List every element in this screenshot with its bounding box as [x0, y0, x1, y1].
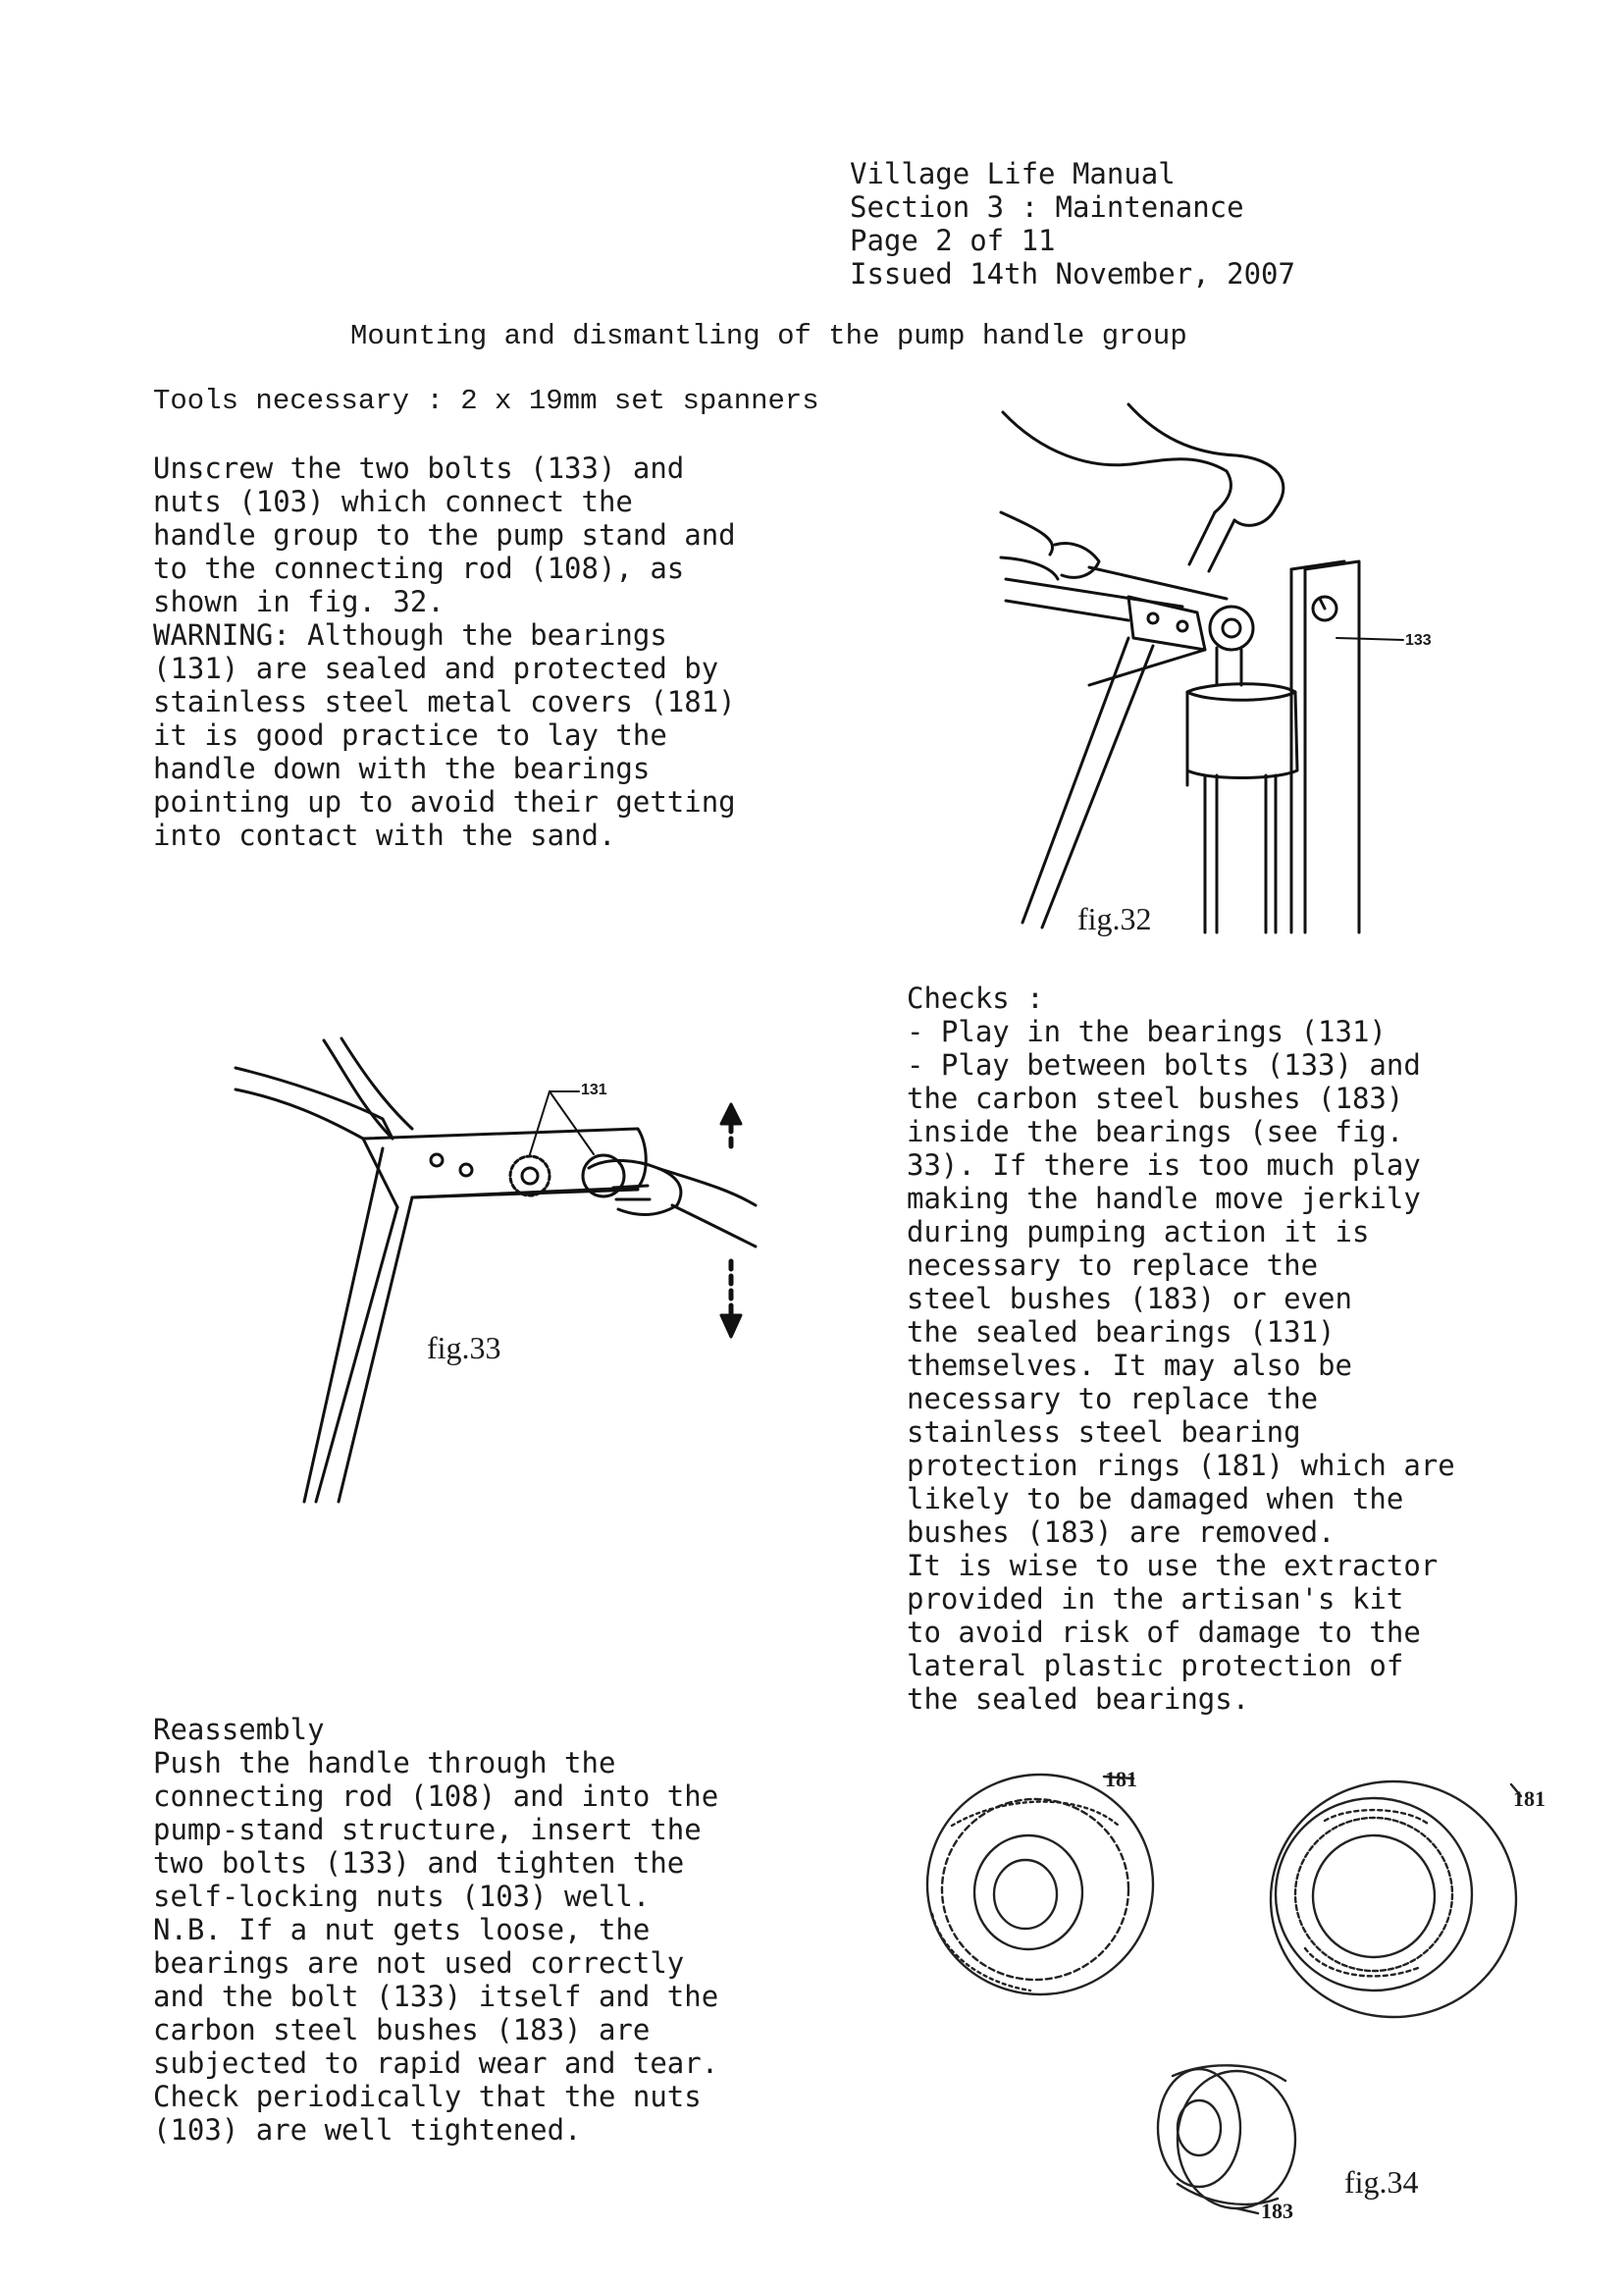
checks-line: It is wise to use the extractor	[907, 1549, 1439, 1582]
intro-line: shown in fig. 32.	[153, 585, 445, 618]
header-line-manual: Village Life Manual	[850, 157, 1176, 190]
reassembly-line: Push the handle through the	[153, 1746, 616, 1779]
reassembly-line: N.B. If a nut gets loose, the	[153, 1913, 651, 1946]
intro-line: to the connecting rod (108), as	[153, 552, 685, 585]
checks-line: - Play in the bearings (131)	[907, 1015, 1387, 1048]
reassembly-line: connecting rod (108) and into the	[153, 1779, 719, 1813]
reassembly-line: Check periodically that the nuts	[153, 2080, 702, 2113]
intro-line: pointing up to avoid their getting	[153, 785, 736, 819]
reassembly-line: and the bolt (133) itself and the	[153, 1980, 719, 2013]
figure-34	[913, 1767, 1560, 2228]
intro-paragraph	[153, 451, 736, 852]
checks-line: the carbon steel bushes (183)	[907, 1082, 1404, 1115]
reassembly-line: self-locking nuts (103) well.	[153, 1880, 651, 1913]
figure-34-drawing	[913, 1767, 1560, 2228]
checks-line: Checks :	[907, 982, 1044, 1015]
reassembly-paragraph	[153, 1713, 718, 2147]
fig34-callout-181-left: 181	[1105, 1767, 1137, 1791]
checks-paragraph	[907, 982, 1455, 1716]
intro-line: nuts (103) which connect the	[153, 485, 633, 518]
checks-line: making the handle move jerkily	[907, 1182, 1421, 1215]
fig34-label: fig.34	[1344, 2164, 1419, 2200]
page-title: Mounting and dismantling of the pump handle group	[350, 320, 1187, 352]
reassembly-line: pump-stand structure, insert the	[153, 1813, 702, 1846]
fig34-callout-183: 183	[1261, 2199, 1293, 2223]
reassembly-line: two bolts (133) and tighten the	[153, 1846, 685, 1880]
intro-line: WARNING: Although the bearings	[153, 618, 667, 652]
checks-line: necessary to replace the	[907, 1248, 1319, 1282]
figure-32-drawing	[981, 393, 1452, 942]
intro-line: it is good practice to lay the	[153, 718, 667, 752]
reassembly-heading: Reassembly	[153, 1713, 325, 1746]
checks-line: steel bushes (183) or even	[907, 1282, 1352, 1315]
checks-line: the sealed bearings.	[907, 1682, 1250, 1716]
intro-line: handle down with the bearings	[153, 752, 651, 785]
checks-line: lateral plastic protection of	[907, 1649, 1404, 1682]
checks-line: the sealed bearings (131)	[907, 1315, 1336, 1349]
checks-line: 33). If there is too much play	[907, 1148, 1421, 1182]
checks-line: likely to be damaged when the	[907, 1482, 1404, 1515]
reassembly-line: carbon steel bushes (183) are	[153, 2013, 651, 2046]
checks-line: during pumping action it is	[907, 1215, 1370, 1248]
fig33-callout-131: 131	[581, 1082, 607, 1098]
figure-33-drawing	[226, 1031, 775, 1502]
fig32-label: fig.32	[1077, 901, 1152, 936]
reassembly-line: subjected to rapid wear and tear.	[153, 2046, 719, 2080]
fig32-callout-133: 133	[1405, 632, 1432, 649]
checks-line: necessary to replace the	[907, 1382, 1319, 1415]
checks-line: stainless steel bearing	[907, 1415, 1301, 1449]
checks-line: provided in the artisan's kit	[907, 1582, 1404, 1616]
checks-line: to avoid risk of damage to the	[907, 1616, 1421, 1649]
reassembly-line: (103) are well tightened.	[153, 2113, 582, 2147]
figure-33	[226, 1031, 775, 1502]
document-header	[850, 157, 1295, 291]
checks-line: themselves. It may also be	[907, 1349, 1352, 1382]
intro-line: into contact with the sand.	[153, 819, 616, 852]
intro-line: (131) are sealed and protected by	[153, 652, 719, 685]
checks-line: protection rings (181) which are	[907, 1449, 1455, 1482]
header-line-section: Section 3 : Maintenance	[850, 190, 1244, 224]
fig33-label: fig.33	[427, 1330, 501, 1365]
intro-line: Unscrew the two bolts (133) and	[153, 451, 685, 485]
intro-line: stainless steel metal covers (181)	[153, 685, 736, 718]
checks-line: bushes (183) are removed.	[907, 1515, 1336, 1549]
header-line-issued: Issued 14th November, 2007	[850, 257, 1295, 291]
checks-line: - Play between bolts (133) and	[907, 1048, 1421, 1082]
checks-line: inside the bearings (see fig.	[907, 1115, 1404, 1148]
tools-line: Tools necessary : 2 x 19mm set spanners	[153, 385, 819, 417]
header-line-page: Page 2 of 11	[850, 224, 1056, 257]
figure-32	[981, 393, 1452, 942]
intro-line: handle group to the pump stand and	[153, 518, 736, 552]
fig34-callout-181-right: 181	[1513, 1786, 1545, 1811]
reassembly-line: bearings are not used correctly	[153, 1946, 685, 1980]
